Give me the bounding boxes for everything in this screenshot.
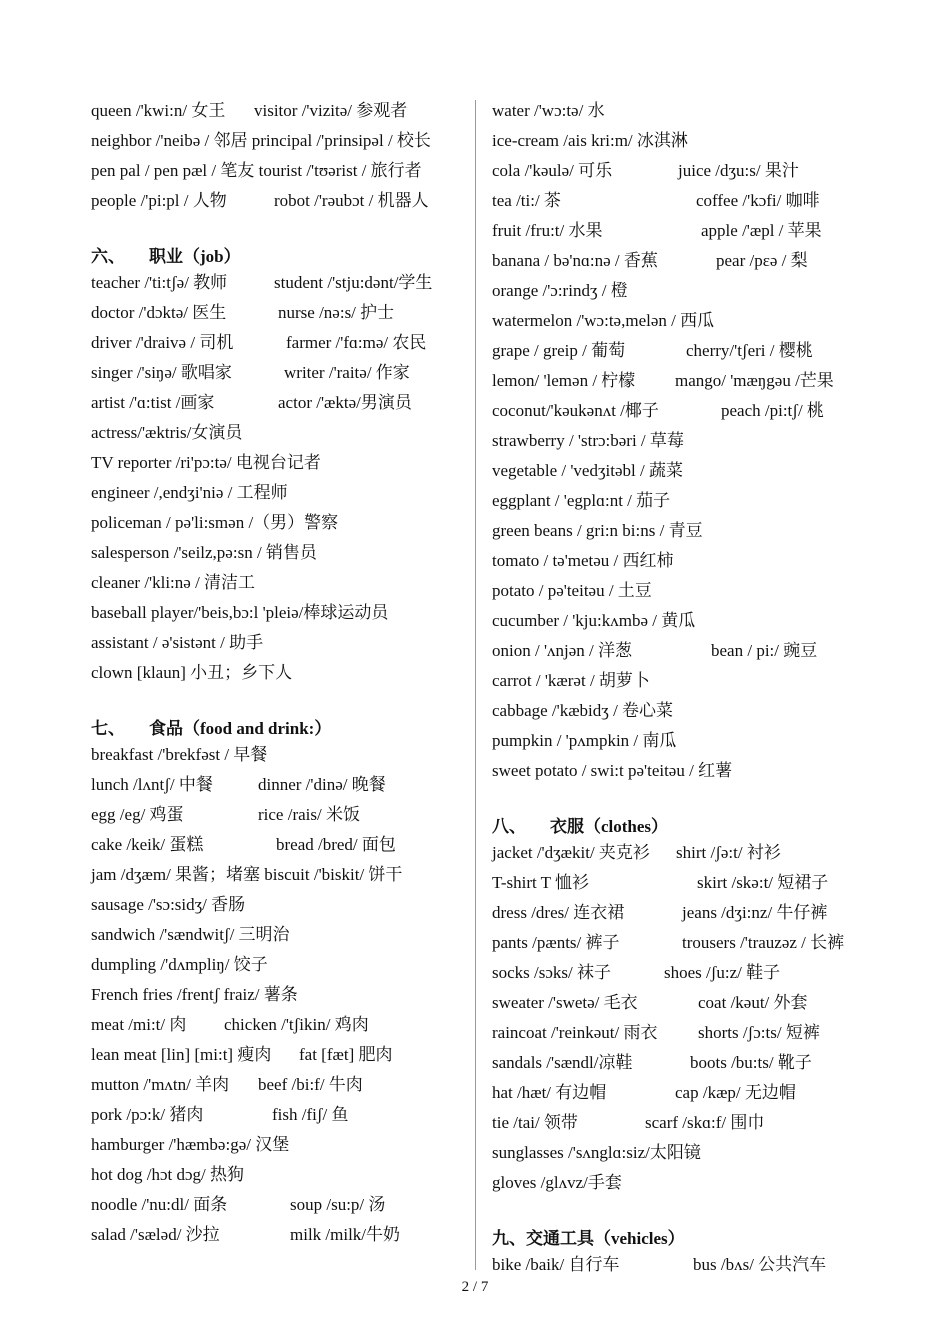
right-column	[492, 96, 892, 1280]
vocab-entry: raincoat /'reinkəut/ 雨衣	[492, 1023, 658, 1042]
vocab-entry: French fries /frentʃ fraiz/ 薯条	[91, 985, 298, 1004]
vocab-entry: onion / 'ʌnjən / 洋葱	[492, 641, 633, 660]
vocab-entry-second: bus /bʌs/ 公共汽车	[693, 1255, 827, 1274]
vocab-entry-second: actor /'æktə/男演员	[278, 393, 412, 412]
vocab-line	[492, 898, 892, 928]
vocab-line	[91, 96, 463, 126]
vocab-entry: fruit /fru:t/ 水果	[492, 221, 603, 240]
vocab-line	[492, 666, 892, 696]
section-heading	[492, 1228, 892, 1250]
vocab-line	[492, 838, 892, 868]
vocab-entry: neighbor /'neibə / 邻居 principal /'prinsipəl / 校长	[91, 131, 431, 150]
vocab-entry: ice-cream /ais kri:m/ 冰淇淋	[492, 131, 688, 150]
vocab-line	[492, 928, 892, 958]
vocab-entry: people /'pi:pl / 人物	[91, 191, 227, 210]
vocab-entry-second: trousers /'trauzəz / 长裤	[682, 933, 845, 952]
vocab-line	[492, 1138, 892, 1168]
vocab-entry: jam /dʒæm/ 果酱；堵塞 biscuit /'biskit/ 饼干	[91, 865, 403, 884]
vocab-entry-second: milk /milk/牛奶	[290, 1225, 401, 1244]
vocab-entry: sunglasses /'sʌnglɑ:siz/太阳镜	[492, 1143, 701, 1162]
vocab-entry: jacket /'dʒækit/ 夹克衫	[492, 843, 650, 862]
vocab-entry-second: skirt /skə:t/ 短裙子	[697, 873, 829, 892]
vocab-line	[492, 426, 892, 456]
vocab-entry: socks /sɔks/ 袜子	[492, 963, 611, 982]
section-gap	[91, 216, 463, 242]
vocab-line	[91, 920, 463, 950]
vocab-line	[91, 890, 463, 920]
vocab-line	[91, 1220, 463, 1250]
section-gap	[492, 786, 892, 812]
vocab-entry: pork /pɔ:k/ 猪肉	[91, 1105, 204, 1124]
section-heading	[91, 718, 463, 740]
vocab-entry: salad /'sæləd/ 沙拉	[91, 1225, 220, 1244]
vocab-line	[91, 568, 463, 598]
vocab-entry: strawberry / 'strɔ:bəri / 草莓	[492, 431, 684, 450]
vocab-entry: cleaner /'kli:nə / 清洁工	[91, 573, 256, 592]
vocab-entry: meat /mi:t/ 肉	[91, 1015, 187, 1034]
vocab-entry-second: shirt /ʃə:t/ 衬衫	[676, 843, 781, 862]
vocab-line	[492, 988, 892, 1018]
section-gap	[91, 688, 463, 714]
vocab-line	[492, 868, 892, 898]
vocab-line	[492, 1078, 892, 1108]
vocab-entry: potato / pə'teitəu / 土豆	[492, 581, 652, 600]
vocab-entry-second: pear /pɛə / 梨	[716, 251, 808, 270]
vocab-entry: actress/'æktris/女演员	[91, 423, 243, 442]
vocab-entry: sweet potato / swi:t pə'teitəu / 红薯	[492, 761, 733, 780]
vocab-entry: queen /'kwi:n/ 女王	[91, 101, 226, 120]
vocab-line	[492, 696, 892, 726]
vocab-entry-second: coat /kəut/ 外套	[698, 993, 808, 1012]
section-number: 八、	[492, 817, 526, 836]
vocab-line	[492, 486, 892, 516]
vocab-entry-second: beef /bi:f/ 牛肉	[258, 1075, 363, 1094]
section-number: 九、	[492, 1229, 526, 1248]
section-title: 食品（food and drink:）	[149, 719, 332, 738]
vocab-entry: grape / greip / 葡萄	[492, 341, 626, 360]
left-column	[91, 96, 463, 1250]
vocab-line	[492, 1018, 892, 1048]
vocab-entry-second: fish /fiʃ/ 鱼	[272, 1105, 349, 1124]
vocab-entry: hot dog /hɔt dɔg/ 热狗	[91, 1165, 244, 1184]
vocab-line	[91, 418, 463, 448]
vocab-entry-second: rice /rais/ 米饭	[258, 805, 360, 824]
vocab-line	[91, 628, 463, 658]
vocab-line	[91, 800, 463, 830]
vocab-entry: cucumber / 'kju:kʌmbə / 黄瓜	[492, 611, 696, 630]
vocab-line	[492, 958, 892, 988]
vocab-line	[492, 546, 892, 576]
vocab-line	[492, 96, 892, 126]
vocab-entry-second: cap /kæp/ 无边帽	[675, 1083, 796, 1102]
vocab-entry: clown [klaun] 小丑；乡下人	[91, 663, 293, 682]
vocab-line	[492, 1168, 892, 1198]
vocab-entry: salesperson /'seilz,pə:sn / 销售员	[91, 543, 317, 562]
vocab-entry: sandwich /'sændwitʃ/ 三明治	[91, 925, 290, 944]
vocab-line	[492, 246, 892, 276]
vocab-entry: baseball player/'beis,bɔ:l 'pleiə/棒球运动员	[91, 603, 389, 622]
vocab-entry-second: robot /'rəubɔt / 机器人	[274, 191, 429, 210]
vocab-line	[91, 388, 463, 418]
section-heading	[492, 816, 892, 838]
vocab-entry: noodle /'nu:dl/ 面条	[91, 1195, 228, 1214]
vocab-line	[91, 268, 463, 298]
vocab-entry: tomato / tə'metəu / 西红柿	[492, 551, 674, 570]
vocab-line	[91, 538, 463, 568]
vocab-entry-second: coffee /'kɔfi/ 咖啡	[696, 191, 820, 210]
vocab-line	[492, 186, 892, 216]
vocab-entry: cabbage /'kæbidʒ / 卷心菜	[492, 701, 674, 720]
vocab-line	[91, 1040, 463, 1070]
vocab-entry: mutton /'mʌtn/ 羊肉	[91, 1075, 230, 1094]
vocab-entry: cola /'kəulə/ 可乐	[492, 161, 613, 180]
vocab-line	[91, 328, 463, 358]
vocab-line	[492, 636, 892, 666]
vocab-entry: lean meat [lin] [mi:t] 瘦肉	[91, 1045, 272, 1064]
vocab-entry-second: cherry/'tʃeri / 樱桃	[686, 341, 813, 360]
vocab-line	[492, 126, 892, 156]
vocab-entry: dumpling /'dʌmpliŋ/ 饺子	[91, 955, 268, 974]
vocab-line	[492, 366, 892, 396]
vocab-line	[91, 126, 463, 156]
vocab-line	[492, 1250, 892, 1280]
vocab-entry: orange /'ɔ:rindʒ / 橙	[492, 281, 628, 300]
vocab-entry: sausage /'sɔ:sidʒ/ 香肠	[91, 895, 246, 914]
vocab-entry-second: soup /su:p/ 汤	[290, 1195, 386, 1214]
vocab-line	[492, 276, 892, 306]
vocab-entry-second: shorts /ʃɔ:ts/ 短裤	[698, 1023, 820, 1042]
vocab-line	[492, 306, 892, 336]
vocab-entry-second: bread /bred/ 面包	[276, 835, 396, 854]
vocab-entry-second: fat [fæt] 肥肉	[299, 1045, 393, 1064]
vocab-line	[91, 358, 463, 388]
vocab-entry-second: visitor /'vizitə/ 参观者	[254, 101, 408, 120]
vocab-entry: watermelon /'wɔ:tə,melən / 西瓜	[492, 311, 715, 330]
vocab-entry: driver /'draivə / 司机	[91, 333, 234, 352]
section-title: 交通工具（vehicles）	[526, 1229, 685, 1248]
vocab-entry: lunch /lʌntʃ/ 中餐	[91, 775, 213, 794]
vocab-line	[492, 756, 892, 786]
vocab-line	[492, 576, 892, 606]
vocab-entry-second: nurse /nə:s/ 护士	[278, 303, 395, 322]
vocab-line	[492, 1048, 892, 1078]
vocab-line	[492, 606, 892, 636]
vocab-line	[91, 860, 463, 890]
vocab-line	[91, 598, 463, 628]
vocab-entry: lemon/ 'lemən / 柠檬	[492, 371, 636, 390]
vocab-entry-second: student /'stju:dənt/学生	[274, 273, 433, 292]
vocab-entry: vegetable / 'vedʒitəbl / 蔬菜	[492, 461, 683, 480]
vocab-entry-second: apple /'æpl / 苹果	[701, 221, 822, 240]
vocab-entry-second: jeans /dʒi:nz/ 牛仔裤	[682, 903, 828, 922]
section-title: 衣服（clothes）	[550, 817, 669, 836]
vocab-entry: singer /'siŋə/ 歌唱家	[91, 363, 232, 382]
vocab-line	[492, 726, 892, 756]
vocab-line	[91, 658, 463, 688]
vocab-line	[492, 456, 892, 486]
section-gap	[492, 1198, 892, 1224]
vocab-entry: bike /baik/ 自行车	[492, 1255, 620, 1274]
vocab-entry: eggplant / 'egplɑ:nt / 茄子	[492, 491, 671, 510]
vocab-line	[91, 156, 463, 186]
section-title: 职业（job）	[149, 247, 241, 266]
vocab-line	[492, 336, 892, 366]
vocab-entry: dress /dres/ 连衣裙	[492, 903, 625, 922]
vocab-line	[91, 508, 463, 538]
vocab-line	[492, 156, 892, 186]
vocab-entry-second: writer /'raitə/ 作家	[284, 363, 410, 382]
vocab-entry: TV reporter /ri'pɔ:tə/ 电视台记者	[91, 453, 321, 472]
vocab-entry: egg /eg/ 鸡蛋	[91, 805, 184, 824]
vocab-line	[91, 1070, 463, 1100]
vocab-entry: engineer /,endʒi'niə / 工程师	[91, 483, 288, 502]
vocab-entry: pumpkin / 'pʌmpkin / 南瓜	[492, 731, 677, 750]
vocab-entry: cake /keik/ 蛋糕	[91, 835, 204, 854]
vocab-entry: gloves /glʌvz/手套	[492, 1173, 622, 1192]
vocab-entry-second: juice /dʒu:s/ 果汁	[678, 161, 799, 180]
vocab-entry: sandals /'sændl/凉鞋	[492, 1053, 633, 1072]
vocab-line	[91, 448, 463, 478]
vocab-entry: sweater /'swetə/ 毛衣	[492, 993, 638, 1012]
section-number: 六、	[91, 247, 125, 266]
vocab-line	[91, 1100, 463, 1130]
vocab-entry-second: mango/ 'mæŋgəu /芒果	[675, 371, 834, 390]
vocab-line	[91, 950, 463, 980]
vocab-line	[492, 1108, 892, 1138]
vocab-entry: tie /tai/ 领带	[492, 1113, 578, 1132]
vocab-entry: T-shirt T 恤衫	[492, 873, 589, 892]
column-divider	[475, 100, 476, 1270]
section-number: 七、	[91, 719, 125, 738]
vocab-entry: assistant / ə'sistənt / 助手	[91, 633, 264, 652]
vocab-line	[492, 516, 892, 546]
vocab-entry: hamburger /'hæmbə:gə/ 汉堡	[91, 1135, 290, 1154]
vocab-line	[91, 478, 463, 508]
vocab-line	[91, 770, 463, 800]
vocab-line	[91, 1130, 463, 1160]
vocab-line	[91, 740, 463, 770]
page-number: 2 / 7	[461, 1279, 489, 1295]
vocab-line	[91, 298, 463, 328]
vocab-entry: water /'wɔ:tə/ 水	[492, 101, 605, 120]
vocab-entry: hat /hæt/ 有边帽	[492, 1083, 607, 1102]
vocab-line	[91, 830, 463, 860]
vocab-entry-second: dinner /'dinə/ 晚餐	[258, 775, 386, 794]
vocab-entry-second: farmer /'fɑ:mə/ 农民	[286, 333, 427, 352]
vocab-entry: policeman / pə'li:smən /（男）警察	[91, 513, 339, 532]
vocab-entry-second: chicken /'tʃikin/ 鸡肉	[224, 1015, 369, 1034]
vocab-entry: teacher /'ti:tʃə/ 教师	[91, 273, 228, 292]
vocab-line	[91, 1190, 463, 1220]
vocab-line	[91, 186, 463, 216]
vocab-entry-second: bean / pi:/ 豌豆	[711, 641, 818, 660]
vocab-entry-second: peach /pi:tʃ/ 桃	[721, 401, 824, 420]
vocab-entry: breakfast /'brekfəst / 早餐	[91, 745, 268, 764]
vocab-line	[492, 396, 892, 426]
vocab-line	[492, 216, 892, 246]
vocab-entry: pants /pænts/ 裤子	[492, 933, 620, 952]
vocab-entry: tea /ti:/ 茶	[492, 191, 561, 210]
vocab-line	[91, 1010, 463, 1040]
vocab-entry: coconut/'kəukənʌt /椰子	[492, 401, 659, 420]
vocab-line	[91, 1160, 463, 1190]
vocab-entry-second: scarf /skɑ:f/ 围巾	[645, 1113, 765, 1132]
vocab-entry: doctor /'dɔktə/ 医生	[91, 303, 227, 322]
vocab-entry-second: shoes /ʃu:z/ 鞋子	[664, 963, 781, 982]
vocab-entry: carrot / 'kærət / 胡萝卜	[492, 671, 650, 690]
vocab-entry: banana / bə'nɑ:nə / 香蕉	[492, 251, 658, 270]
vocab-entry-second: boots /bu:ts/ 靴子	[690, 1053, 812, 1072]
vocab-entry: green beans / gri:n bi:ns / 青豆	[492, 521, 703, 540]
vocab-entry: pen pal / pen pæl / 笔友 tourist /'tʊərist / 旅行者	[91, 161, 422, 180]
vocab-entry: artist /'ɑ:tist /画家	[91, 393, 215, 412]
vocab-line	[91, 980, 463, 1010]
section-heading	[91, 246, 463, 268]
